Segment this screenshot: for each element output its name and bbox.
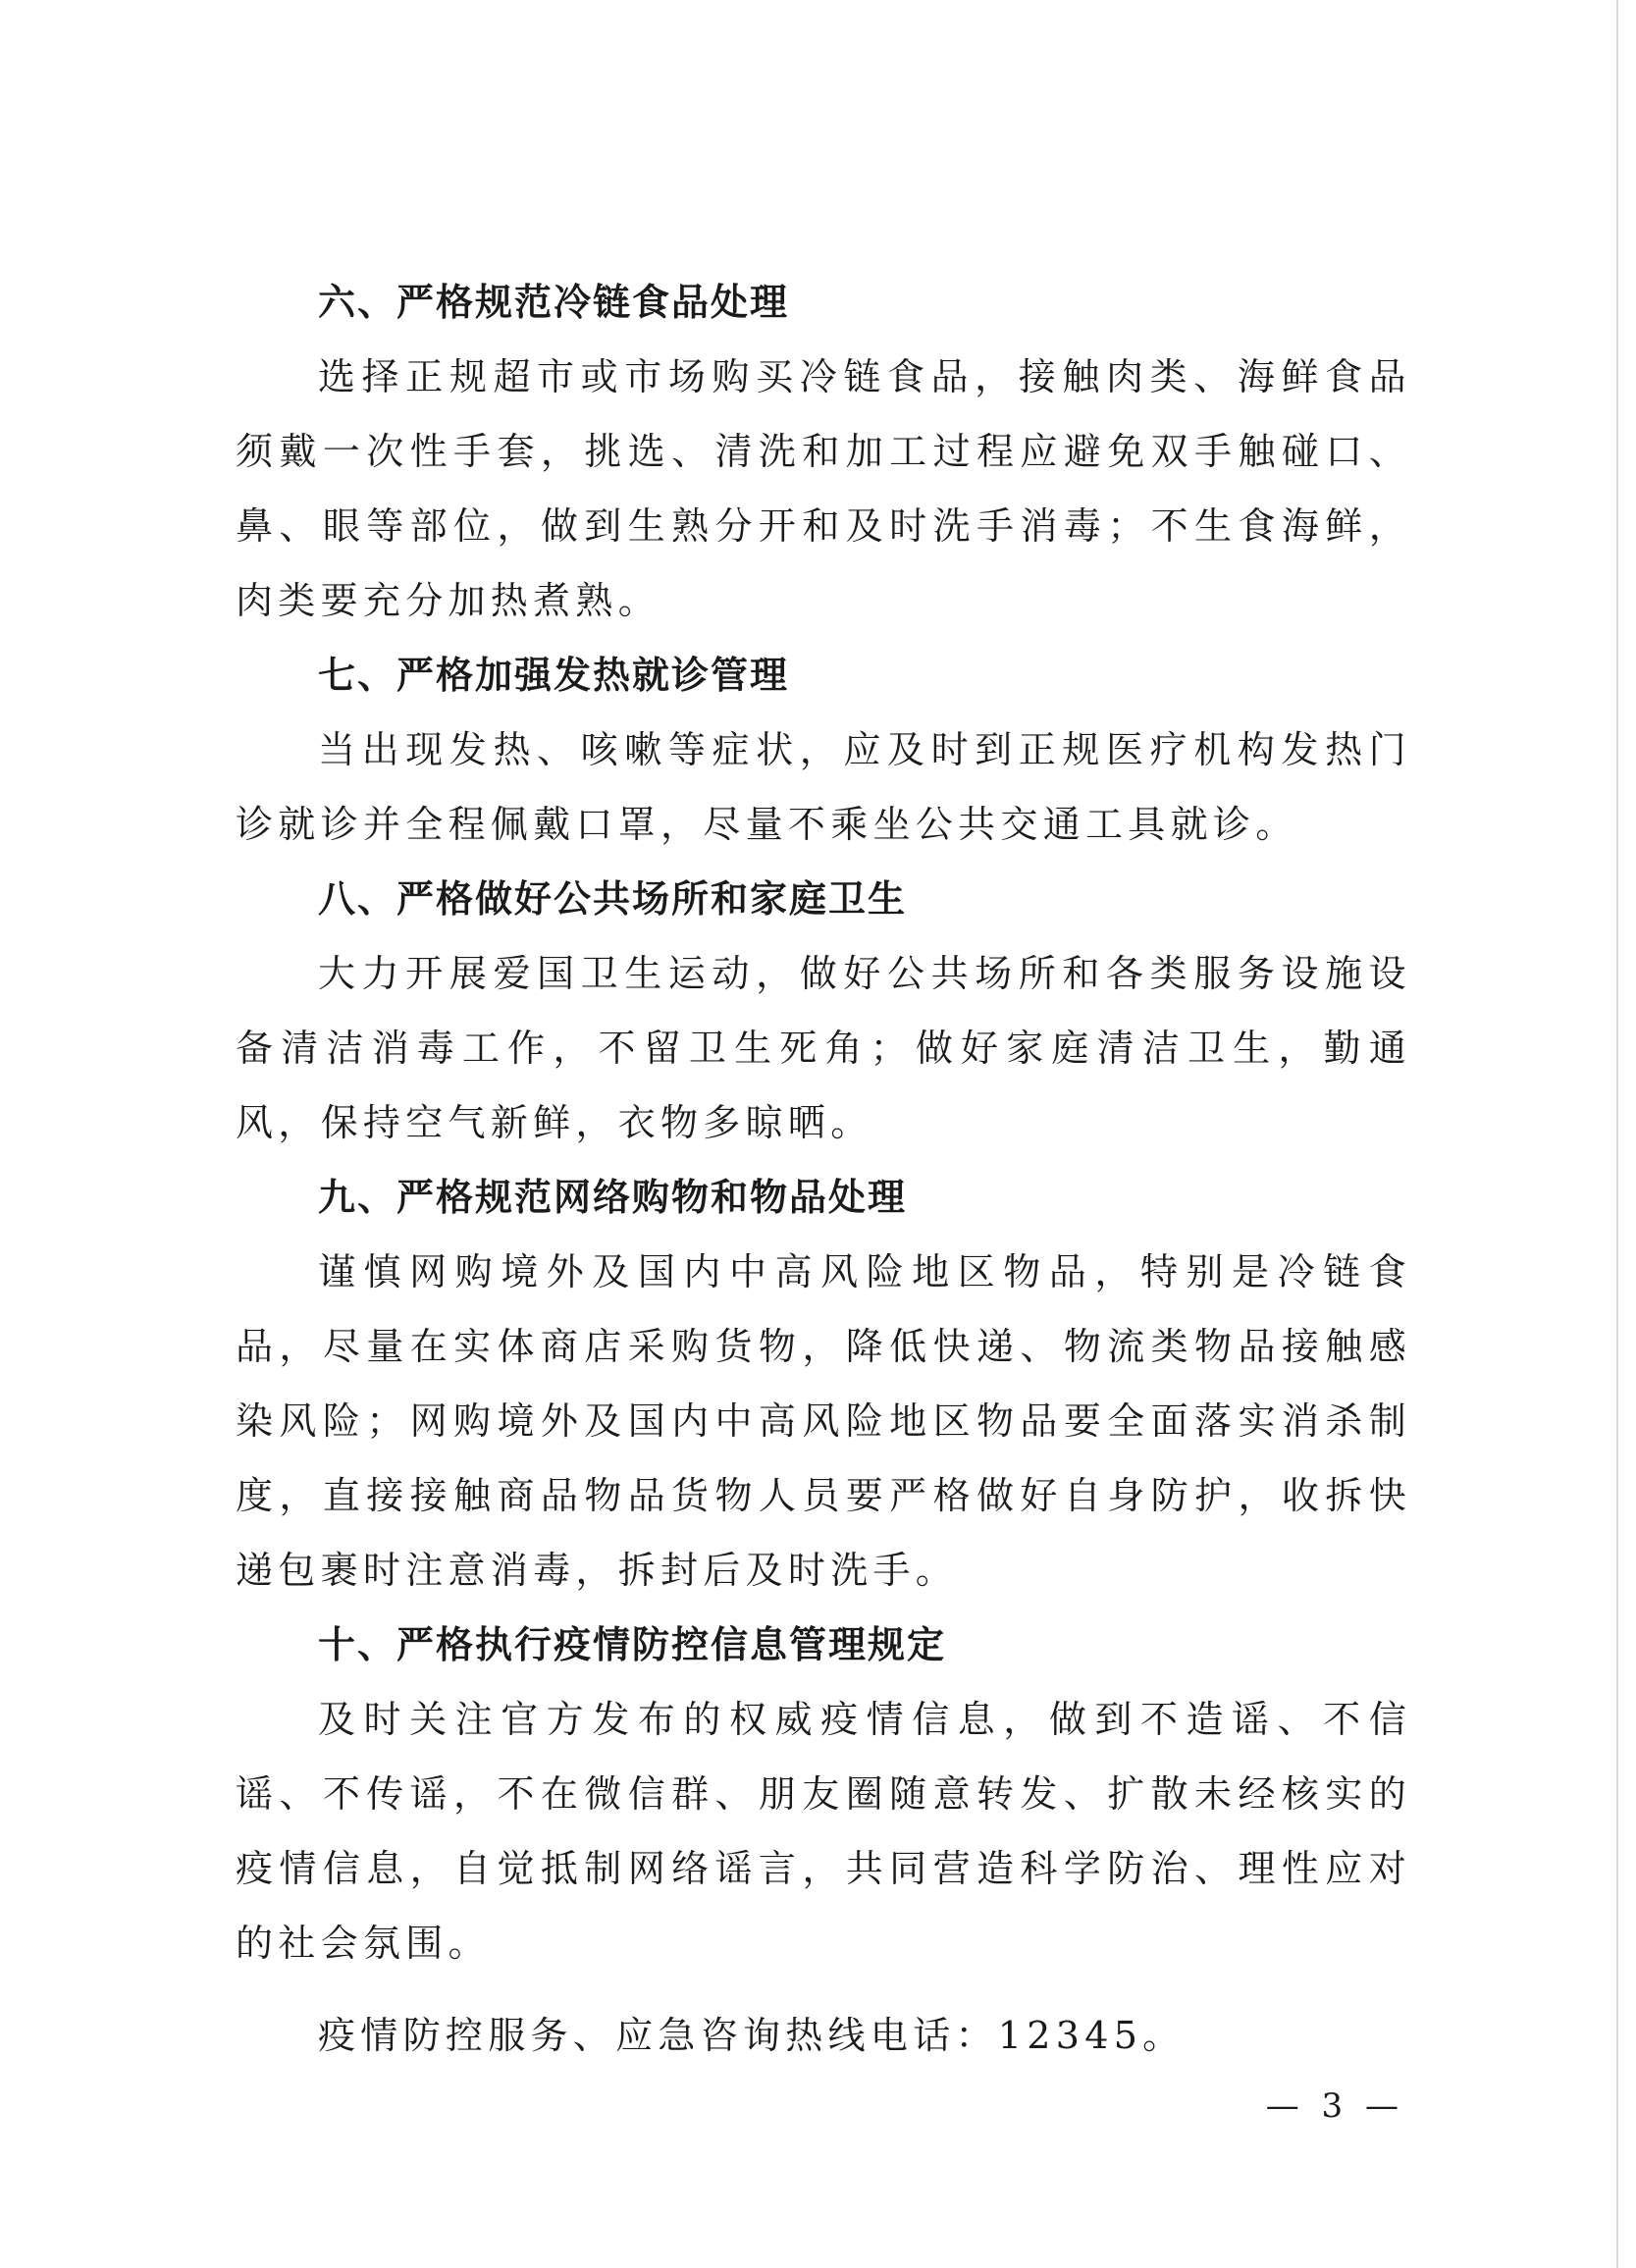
section-10 [236,1608,1411,1980]
hotline-text: 疫情防控服务、应急咨询热线电话：12345。 [318,2014,1186,2057]
section-9 [236,1160,1411,1608]
document-page [236,265,1411,2073]
section-body: 当出现发热、咳嗽等症状，应及时到正规医疗机构发热门诊就诊并全程佩戴口罩，尽量不乘坐公共交通工具就诊。 [236,728,1411,846]
page-number: — 3 — [1265,2086,1404,2126]
section-heading: 十、严格执行疫情防控信息管理规定 [318,1623,947,1666]
section-heading: 八、严格做好公共场所和家庭卫生 [318,877,908,921]
section-heading: 六、严格规范冷链食品处理 [318,281,790,324]
section-body: 大力开展爱国卫生运动，做好公共场所和各类服务设施设备清洁消毒工作，不留卫生死角；做好家庭清洁卫生，勤通风，保持空气新鲜，衣物多晾晒。 [236,952,1411,1144]
section-body: 选择正规超市或市场购买冷链食品，接触肉类、海鲜食品须戴一次性手套，挑选、清洗和加工过程应避免双手触碰口、鼻、眼等部位，做到生熟分开和及时洗手消毒；不生食海鲜，肉类要充分加热煮熟。 [236,355,1411,622]
section-heading: 九、严格规范网络购物和物品处理 [318,1176,908,1219]
section-body: 及时关注官方发布的权威疫情信息，做到不造谣、不信谣、不传谣，不在微信群、朋友圈随意转发、扩散未经核实的疫情信息，自觉抵制网络谣言，共同营造科学防治、理性应对的社会氛围。 [236,1698,1411,1965]
section-6 [236,265,1411,638]
page-edge-line [1616,0,1618,2268]
section-heading: 七、严格加强发热就诊管理 [318,654,790,697]
section-7 [236,638,1411,862]
section-body: 谨慎网购境外及国内中高风险地区物品，特别是冷链食品，尽量在实体商店采购货物，降低快递、物流类物品接触感染风险；网购境外及国内中高风险地区物品要全面落实消杀制度，直接接触商品物品货物人员要严格做好自身防护，收拆快递包裹时注意消毒，拆封后及时洗手。 [236,1250,1411,1592]
section-8 [236,862,1411,1160]
